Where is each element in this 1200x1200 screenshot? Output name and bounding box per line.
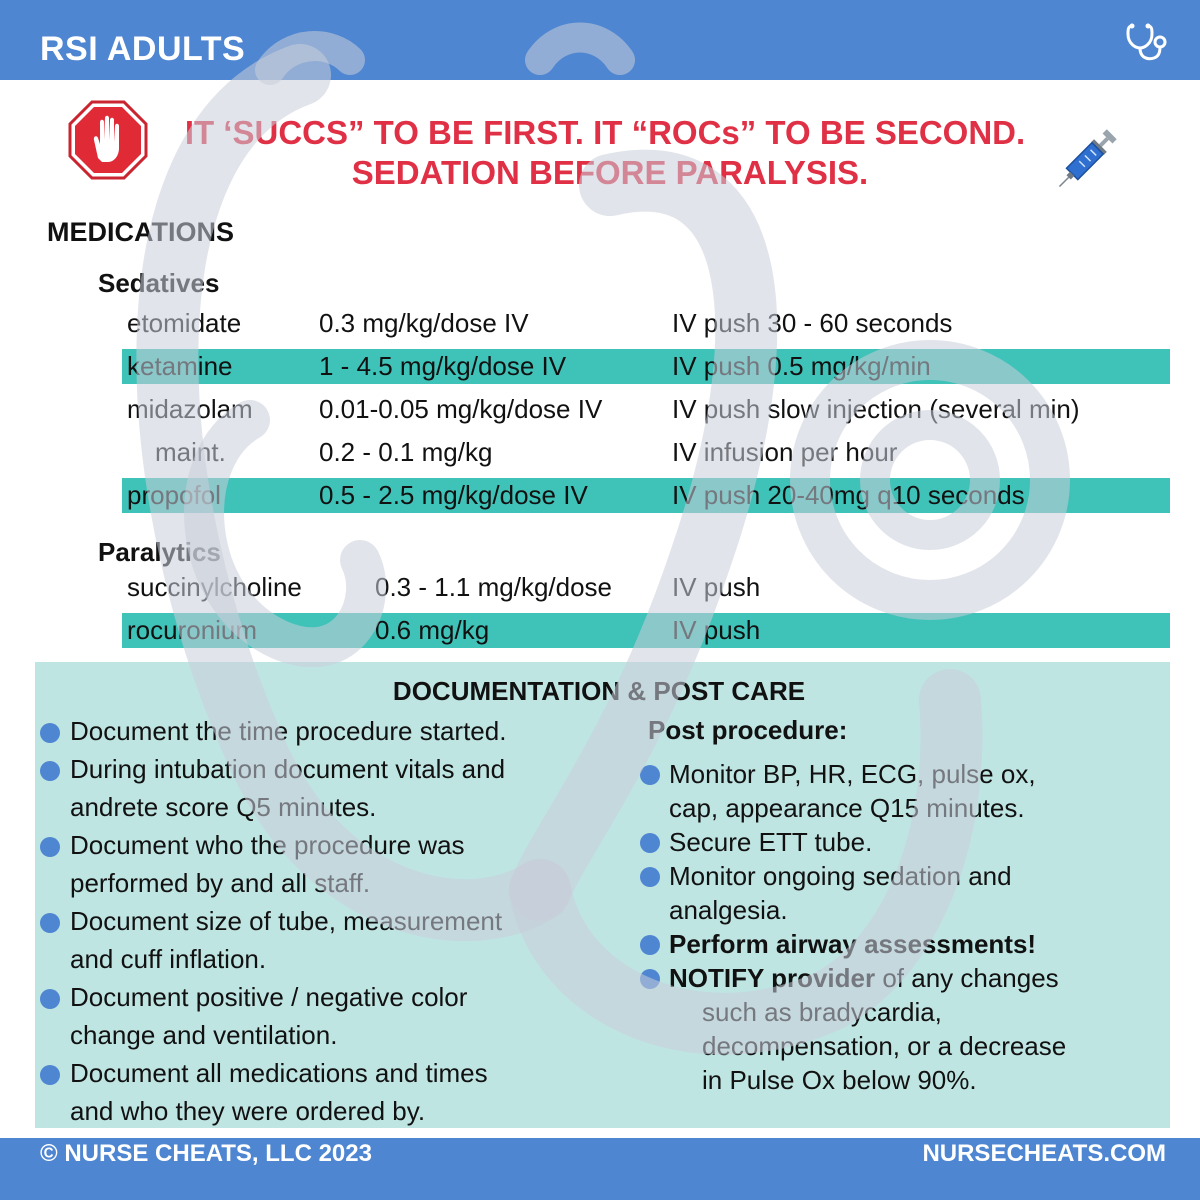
drug-name: midazolam <box>127 394 253 424</box>
list-item-text: and cuff inflation. <box>70 944 267 974</box>
drug-dose: 0.6 mg/kg <box>375 615 490 645</box>
list-item-text: Document the time procedure started. <box>70 716 507 746</box>
drug-dose: 0.2 - 0.1 mg/kg <box>319 437 493 467</box>
list-item-emphasis: NOTIFY provider <box>669 963 876 993</box>
slogan-line-2: SEDATION BEFORE PARALYSIS. <box>351 154 869 191</box>
list-item-text: decompensation, or a decrease <box>702 1031 1067 1061</box>
list-item <box>40 902 600 978</box>
list-item-text: Document positive / negative color <box>70 982 468 1012</box>
list-item-text: change and ventilation. <box>70 1020 338 1050</box>
drug-name: rocuronium <box>127 615 258 645</box>
drug-admin: IV push <box>672 615 761 645</box>
list-item-text: performed by and all staff. <box>70 868 371 898</box>
list-item-text: Document who the procedure was <box>70 830 465 860</box>
list-item <box>40 712 600 750</box>
list-item-continuation <box>640 995 1150 1097</box>
page-title: RSI ADULTS <box>40 30 246 68</box>
list-item-text: Monitor ongoing sedation and <box>669 861 1012 891</box>
bullet-icon <box>640 867 660 887</box>
list-item <box>640 757 1150 825</box>
bullet-icon <box>640 765 660 785</box>
website-link[interactable]: NURSECHEATS.COM <box>922 1140 1166 1167</box>
table-row <box>122 613 1170 648</box>
sedatives-heading: Sedatives <box>98 268 220 298</box>
drug-dose: 0.3 mg/kg/dose IV <box>319 308 529 338</box>
drug-name: succinylcholine <box>127 572 302 602</box>
table-row <box>122 478 1170 513</box>
table-row <box>122 570 1170 605</box>
drug-name: propofol <box>127 480 221 510</box>
drug-admin: IV infusion per hour <box>672 437 898 467</box>
medications-heading: MEDICATIONS <box>47 217 234 247</box>
list-item-text: and who they were ordered by. <box>70 1096 426 1126</box>
drug-name: ketamine <box>127 351 233 381</box>
drug-admin: IV push 30 - 60 seconds <box>672 308 953 338</box>
list-item-text: During intubation document vitals and <box>70 754 506 784</box>
table-row <box>122 392 1170 427</box>
paralytics-heading: Paralytics <box>98 537 221 567</box>
drug-admin: IV push <box>672 572 761 602</box>
list-item <box>40 978 600 1054</box>
drug-name: etomidate <box>127 308 242 338</box>
drug-admin: IV push 20-40mg q10 seconds <box>672 480 1025 510</box>
post-procedure-heading: Post procedure: <box>648 715 848 745</box>
drug-dose: 1 - 4.5 mg/kg/dose IV <box>319 351 567 381</box>
drug-dose: 0.3 - 1.1 mg/kg/dose <box>375 572 613 602</box>
drug-admin: IV push slow injection (several min) <box>672 394 1080 424</box>
bullet-icon <box>40 989 60 1009</box>
bullet-icon <box>40 723 60 743</box>
bullet-icon <box>40 913 60 933</box>
bullet-icon <box>640 833 660 853</box>
copyright-text: © NURSE CHEATS, LLC 2023 <box>40 1140 372 1167</box>
bullet-icon <box>640 969 660 989</box>
list-item-text: Secure ETT tube. <box>669 827 873 857</box>
slogan-line-1: IT ‘SUCCS” TO BE FIRST. IT “ROCs” TO BE SECOND. <box>184 114 1026 151</box>
list-item <box>640 825 1150 859</box>
list-item <box>40 826 600 902</box>
bullet-icon <box>40 761 60 781</box>
bullet-icon <box>40 837 60 857</box>
drug-name: maint. <box>155 437 226 467</box>
list-item-text: analgesia. <box>669 895 788 925</box>
stop-hand-icon <box>68 100 148 180</box>
drug-dose: 0.01-0.05 mg/kg/dose IV <box>319 394 603 424</box>
list-item-text: andrete score Q5 minutes. <box>70 792 377 822</box>
documentation-list <box>40 712 600 1130</box>
list-item-text: Document size of tube, measurement <box>70 906 503 936</box>
table-row <box>122 306 1170 341</box>
list-item-text: Perform airway assessments! <box>669 929 1037 959</box>
list-item <box>40 750 600 826</box>
post-procedure-list <box>640 757 1150 1097</box>
list-item-text: in Pulse Ox below 90%. <box>702 1065 977 1095</box>
list-item <box>640 859 1150 927</box>
list-item <box>640 927 1150 961</box>
stethoscope-icon <box>1124 18 1170 64</box>
header-bar <box>0 0 1200 80</box>
list-item-text: of any changes <box>875 963 1059 993</box>
table-row <box>122 349 1170 384</box>
bullet-icon <box>640 935 660 955</box>
bullet-icon <box>40 1065 60 1085</box>
drug-admin: IV push 0.5 mg/kg/min <box>672 351 931 381</box>
syringe-icon <box>1048 118 1126 200</box>
drug-dose: 0.5 - 2.5 mg/kg/dose IV <box>319 480 588 510</box>
list-item <box>640 961 1150 995</box>
list-item-text: Monitor BP, HR, ECG, pulse ox, <box>669 759 1036 789</box>
list-item-text: Document all medications and times <box>70 1058 488 1088</box>
table-row <box>122 435 1170 470</box>
footer-bar <box>0 1138 1200 1200</box>
list-item <box>40 1054 600 1130</box>
list-item-text: cap, appearance Q15 minutes. <box>669 793 1025 823</box>
documentation-heading: DOCUMENTATION & POST CARE <box>392 676 806 706</box>
documentation-panel <box>35 662 1170 1128</box>
list-item-text: such as bradycardia, <box>702 997 942 1027</box>
